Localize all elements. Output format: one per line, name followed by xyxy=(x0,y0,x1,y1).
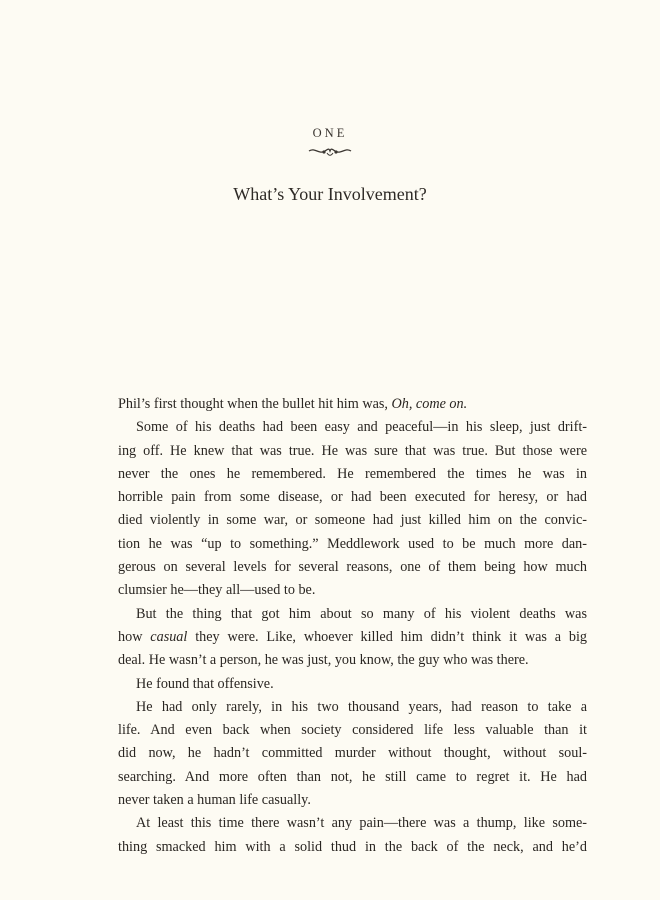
flourish-ornament-icon xyxy=(0,144,660,158)
text-line: ing off. He knew that was true. He was sure that was true. But those were xyxy=(118,442,587,459)
text-line: how casual they were. Like, whoever killed him didn’t think it was a big xyxy=(118,628,588,645)
chapter-number: ONE xyxy=(312,126,348,140)
text-line: died violently in some war, or someone had just killed him on the convic- xyxy=(118,512,587,529)
text-line: thing smacked him with a solid thud in the back of the neck, and he’d xyxy=(118,838,587,855)
text-line: horrible pain from some disease, or had been executed for heresy, or had xyxy=(118,489,587,506)
text-line: At least this time there wasn’t any pain—there was a thump, like some- xyxy=(136,815,587,832)
chapter-title: What’s Your Involvement? xyxy=(233,184,427,204)
text-line: But the thing that got him about so many of his violent deaths was xyxy=(136,605,587,622)
text-line: Some of his deaths had been easy and peaceful—in his sleep, just drift- xyxy=(136,419,587,436)
text-line: tion he was “up to something.” Meddlework used to be much more dan- xyxy=(118,535,587,552)
text-line: He found that offensive. xyxy=(136,675,274,692)
text-line: never the ones he remembered. He remembered the times he was in xyxy=(118,465,587,482)
text-line: did now, he hadn’t committed murder without thought, without soul- xyxy=(118,745,587,762)
text-line: Phil’s first thought when the bullet hit him was, Oh, come on. xyxy=(118,396,468,412)
text-line: clumsier he—they all—used to be. xyxy=(118,582,316,599)
text-line: He had only rarely, in his two thousand years, had reason to take a xyxy=(136,698,587,715)
text-line: gerous on several levels for several reasons, one of them being how much xyxy=(118,559,587,576)
text-line: never taken a human life casually. xyxy=(118,792,311,809)
text-line: searching. And more often than not, he still came to regret it. He had xyxy=(118,768,587,785)
chapter-body-text xyxy=(118,393,587,859)
text-line: deal. He wasn’t a person, he was just, you know, the guy who was there. xyxy=(118,652,529,669)
text-line: life. And even back when society considered life less valuable than it xyxy=(118,722,587,739)
